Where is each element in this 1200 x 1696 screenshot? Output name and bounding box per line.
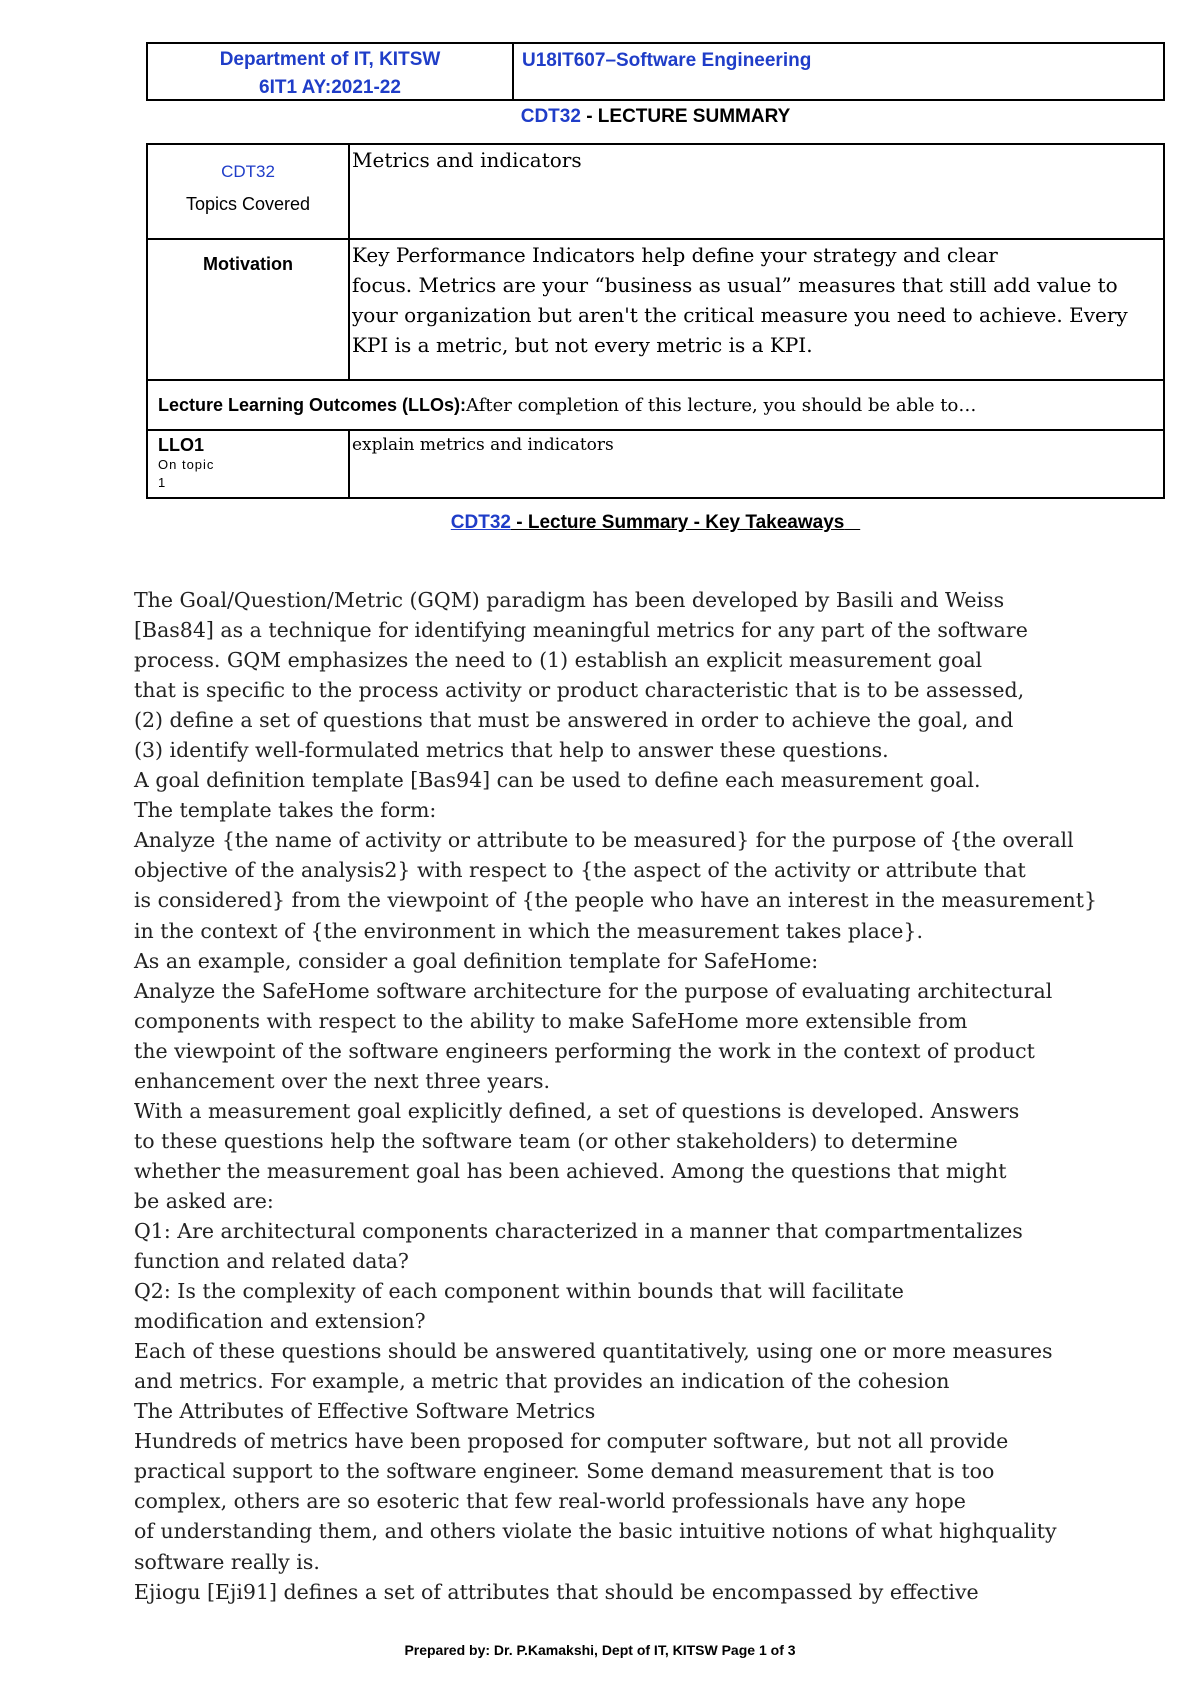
llo-heading-bold: Lecture Learning Outcomes (LLOs): (158, 395, 467, 415)
body-line: A goal definition template [Bas94] can be used to define each measurement goal. (134, 768, 981, 793)
footer-page-total: 3 (787, 1642, 796, 1658)
body-line: function and related data? (134, 1249, 409, 1274)
motivation-label-cell (147, 239, 349, 380)
summary-code: CDT32 (520, 106, 581, 127)
lecture-summary-title (146, 106, 1165, 128)
page-footer (0, 1642, 1200, 1658)
body-line: to these questions help the software team (or other stakeholders) to determine (134, 1128, 958, 1153)
body-line: practical support to the software engineer. Some demand measurement that is too (134, 1459, 995, 1484)
topics-label: Topics Covered (185, 194, 311, 214)
body-line: Analyze {the name of activity or attribute to be measured} for the purpose of {the overall (134, 828, 1074, 853)
body-line: and metrics. For example, a metric that provides an indication of the cohesion (134, 1369, 950, 1394)
topics-label-cell (147, 144, 349, 239)
topics-value: Metrics and indicators (349, 144, 1164, 239)
body-line: Q1: Are architectural components characterized in a manner that compartmentalizes (134, 1218, 1023, 1243)
body-line: (3) identify well-formulated metrics that help to answer these questions. (134, 738, 889, 763)
motivation-line: KPI is a metric, but not every metric is a KPI. (352, 333, 813, 357)
llo-sub-topic: On topic (158, 457, 215, 472)
body-line: As an example, consider a goal definition template for SafeHome: (134, 948, 819, 973)
footer-prepared-by: Prepared by: Dr. P.Kamakshi, Dept of IT, KITSW Page (404, 1642, 759, 1658)
takeaways-text: - Lecture Summary - Key Takeaways (510, 512, 845, 533)
body-line: is considered} from the viewpoint of {the people who have an interest in the measurement} (134, 888, 1098, 913)
llo-heading (147, 380, 1164, 430)
lecture-info-table (146, 143, 1165, 499)
body-line: The Goal/Question/Metric (GQM) paradigm has been developed by Basili and Weiss (134, 588, 1005, 612)
body-line: Ejiogu [Eji91] defines a set of attributes that should be encompassed by effective (134, 1579, 979, 1604)
body-line: Q2: Is the complexity of each component within bounds that will facilitate (134, 1279, 904, 1304)
body-line: The Attributes of Effective Software Metrics (134, 1399, 596, 1424)
motivation-row (147, 239, 1164, 380)
llo-heading-rest: After completion of this lecture, you should be able to… (466, 395, 977, 416)
llo-text: explain metrics and indicators (349, 430, 1164, 498)
llo-heading-row (147, 380, 1164, 430)
lecture-body-text (134, 585, 1194, 1607)
llo-sub-number: 1 (158, 475, 167, 490)
llo-row (147, 430, 1164, 498)
body-line: components with respect to the ability to make SafeHome more extensible from (134, 1008, 968, 1033)
footer-page-number: 1 (758, 1642, 767, 1658)
key-takeaways-title (146, 512, 1165, 534)
body-line: (2) define a set of questions that must be answered in order to achieve the goal, and (134, 708, 1014, 733)
body-line: of understanding them, and others violate the basic intuitive notions of what highquality (134, 1519, 1057, 1544)
topics-row (147, 144, 1164, 239)
body-line: Each of these questions should be answered quantitatively, using one or more measures (134, 1339, 1053, 1364)
summary-title-text: - LECTURE SUMMARY (580, 106, 791, 127)
motivation-label: Motivation (203, 254, 293, 274)
body-line: whether the measurement goal has been achieved. Among the questions that might (134, 1158, 1007, 1183)
class-year: 6IT1 AY:2021-22 (259, 77, 401, 98)
motivation-line: your organization but aren't the critical measure you need to achieve. Every (352, 303, 1128, 327)
body-line: modification and extension? (134, 1309, 426, 1334)
department-name: Department of IT, KITSW (219, 49, 441, 70)
body-line: enhancement over the next three years. (134, 1068, 551, 1093)
motivation-line: Key Performance Indicators help define your strategy and clear (352, 243, 998, 267)
body-line: complex, others are so esoteric that few real-world professionals have any hope (134, 1489, 966, 1514)
header-department-cell (148, 44, 514, 99)
body-line: objective of the analysis2} with respect to {the aspect of the activity or attribute that (134, 858, 1026, 883)
body-line: in the context of {the environment in which the measurement takes place}. (134, 918, 923, 943)
motivation-line: focus. Metrics are your “business as usual” measures that still add value to (352, 273, 1118, 297)
body-line: the viewpoint of the software engineers performing the work in the context of product (134, 1038, 1035, 1063)
body-line: software really is. (134, 1549, 320, 1574)
takeaways-code: CDT32 (450, 512, 511, 533)
body-line: The template takes the form: (134, 798, 437, 823)
header-box (146, 42, 1165, 101)
llo-id-cell (147, 430, 349, 498)
body-line: be asked are: (134, 1188, 274, 1213)
motivation-text (349, 239, 1164, 380)
body-line: Analyze the SafeHome software architecture for the purpose of evaluating architectural (134, 978, 1053, 1003)
body-line: Hundreds of metrics have been proposed for computer software, but not all provide (134, 1429, 1009, 1454)
llo-id: LLO1 (158, 435, 205, 455)
body-line: [Bas84] as a technique for identifying meaningful metrics for any part of the software (134, 618, 1028, 643)
body-line: With a measurement goal explicitly defined, a set of questions is developed. Answers (134, 1098, 1020, 1123)
body-line: that is specific to the process activity or product characteristic that is to be assessed, (134, 678, 1025, 703)
course-title: U18IT607–Software Engineering (522, 50, 812, 71)
footer-of: of (766, 1642, 788, 1658)
topics-code: CDT32 (221, 162, 275, 181)
body-line: process. GQM emphasizes the need to (1) establish an explicit measurement goal (134, 648, 983, 673)
